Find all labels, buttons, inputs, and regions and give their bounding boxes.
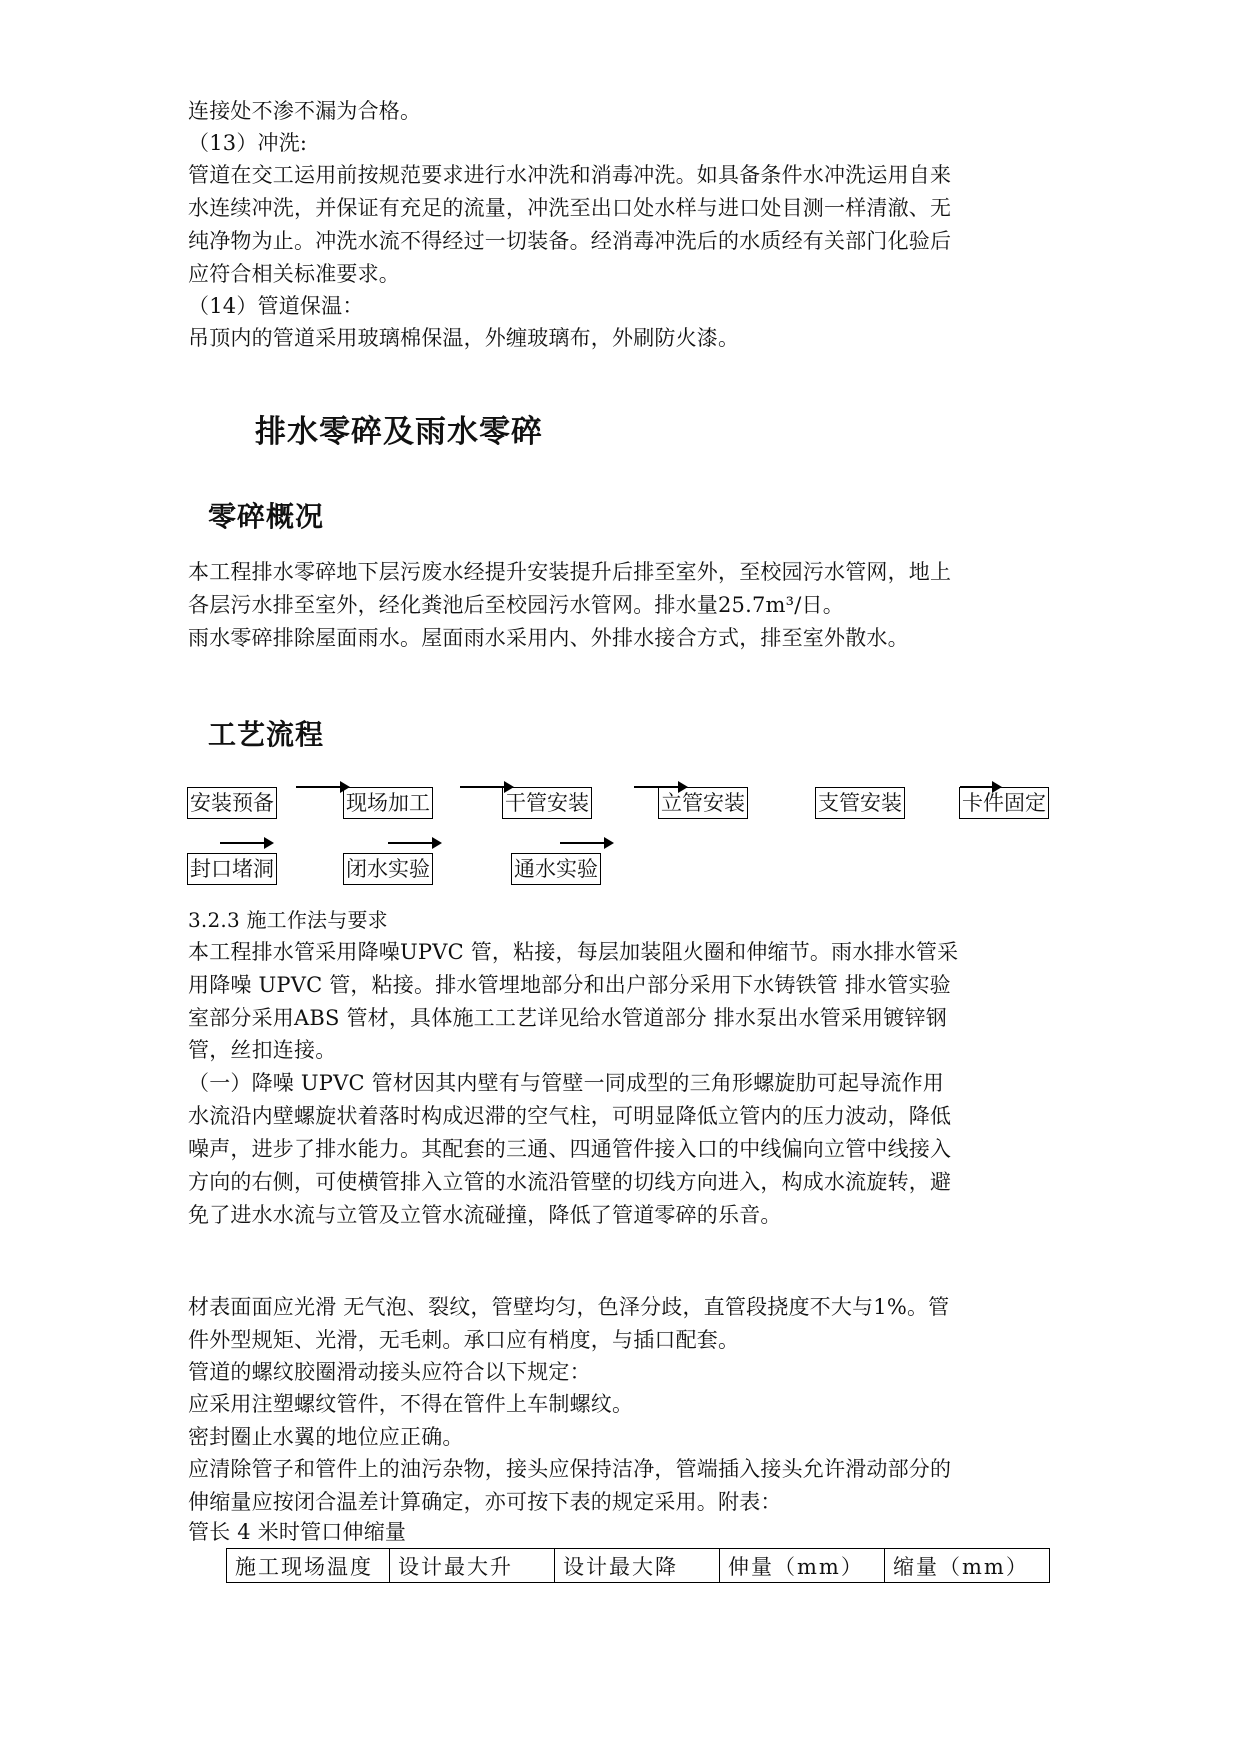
text-line: 应符合相关标准要求。	[188, 262, 400, 286]
text-line: 应清除管子和管件上的油污杂物，接头应保持洁净，管端插入接头允许滑动部分的	[188, 1457, 952, 1481]
text-line: 雨水零碎排除屋面雨水。屋面雨水采用内、外排水接合方式，排至室外散水。	[188, 626, 909, 650]
text-line: 应采用注塑螺纹管件，不得在管件上车制螺纹。	[188, 1392, 634, 1416]
flow-step: 干管安装	[502, 787, 592, 819]
flow-step: 通水实验	[511, 853, 601, 885]
expansion-table	[226, 1548, 1050, 1583]
text-line: 管长 4 米时管口伸缩量	[188, 1520, 407, 1544]
flow-step: 支管安装	[815, 787, 905, 819]
text-line: 吊顶内的管道采用玻璃棉保温，外缠玻璃布，外刷防火漆。	[188, 326, 740, 350]
text-line: 件外型规矩、光滑，无毛刺。承口应有梢度，与插口配套。	[188, 1328, 740, 1352]
flow-step: 封口堵洞	[187, 853, 277, 885]
text-line: 管道的螺纹胶圈滑动接头应符合以下规定：	[188, 1360, 591, 1384]
table-header-cell: 施工现场温度	[227, 1549, 390, 1583]
flow-arrow	[388, 842, 440, 844]
text-line: （14）管道保温：	[188, 294, 364, 318]
flow-step: 立管安装	[658, 787, 748, 819]
text-line: 用降噪 UPVC 管，粘接。排水管埋地部分和出户部分采用下水铸铁管 排水管实验	[188, 973, 951, 997]
flow-step: 卡件固定	[959, 787, 1049, 819]
section-title: 排水零碎及雨水零碎	[255, 414, 543, 450]
text-line: 方向的右侧，可使横管排入立管的水流沿管壁的切线方向进入，构成水流旋转，避	[188, 1170, 952, 1194]
flow-arrow	[296, 786, 348, 788]
flow-arrow	[220, 842, 272, 844]
text-line: 管，丝扣连接。	[188, 1038, 337, 1062]
table-header-cell: 设计最大升	[390, 1549, 555, 1583]
text-line: 密封圈止水翼的地位应正确。	[188, 1425, 464, 1449]
text-line: 材表面面应光滑 无气泡、裂纹，管壁均匀，色泽分歧，直管段挠度不大与1%。管	[188, 1295, 950, 1319]
table-header-cell: 设计最大降	[555, 1549, 720, 1583]
flow-step: 闭水实验	[343, 853, 433, 885]
text-line: 免了进水水流与立管及立管水流碰撞，降低了管道零碎的乐音。	[188, 1203, 782, 1227]
text-line: 伸缩量应按闭合温差计算确定，亦可按下表的规定采用。附表：	[188, 1490, 782, 1514]
table-header-cell: 缩量（mm）	[885, 1549, 1050, 1583]
overview-heading: 零碎概况	[208, 500, 325, 533]
process-heading: 工艺流程	[208, 718, 325, 751]
subsection-title: 3.2.3 施工作法与要求	[188, 908, 388, 932]
table-header-cell: 伸量（mm）	[720, 1549, 885, 1583]
flow-arrow	[560, 842, 612, 844]
text-line: 本工程排水管采用降噪UPVC 管，粘接，每层加装阻火圈和伸缩节。雨水排水管采	[188, 940, 959, 964]
text-line: 各层污水排至室外，经化粪池后至校园污水管网。排水量25.7m³/日。	[188, 593, 844, 617]
text-line: 连接处不渗不漏为合格。	[188, 99, 422, 123]
text-line: （一）降噪 UPVC 管材因其内壁有与管壁一同成型的三角形螺旋肋可起导流作用	[188, 1071, 945, 1095]
table-header-row	[227, 1549, 1050, 1583]
text-line: 管道在交工运用前按规范要求进行水冲洗和消毒冲洗。如具备条件水冲洗运用自来	[188, 163, 952, 187]
text-line: 本工程排水零碎地下层污废水经提升安装提升后排至室外，至校园污水管网，地上	[188, 560, 952, 584]
text-line: 水流沿内壁螺旋状着落时构成迟滞的空气柱，可明显降低立管内的压力波动，降低	[188, 1104, 952, 1128]
text-line: 室部分采用ABS 管材，具体施工工艺详见给水管道部分 排水泵出水管采用镀锌钢	[188, 1006, 947, 1030]
text-line: 水连续冲洗，并保证有充足的流量，冲洗至出口处水样与进口处目测一样清澈、无	[188, 196, 952, 220]
text-line: 噪声，进步了排水能力。其配套的三通、四通管件接入口的中线偏向立管中线接入	[188, 1137, 952, 1161]
flow-step: 现场加工	[343, 787, 433, 819]
text-line: 纯净物为止。冲洗水流不得经过一切装备。经消毒冲洗后的水质经有关部门化验后	[188, 229, 952, 253]
flow-step: 安装预备	[187, 787, 277, 819]
text-line: （13）冲洗:	[188, 131, 308, 155]
